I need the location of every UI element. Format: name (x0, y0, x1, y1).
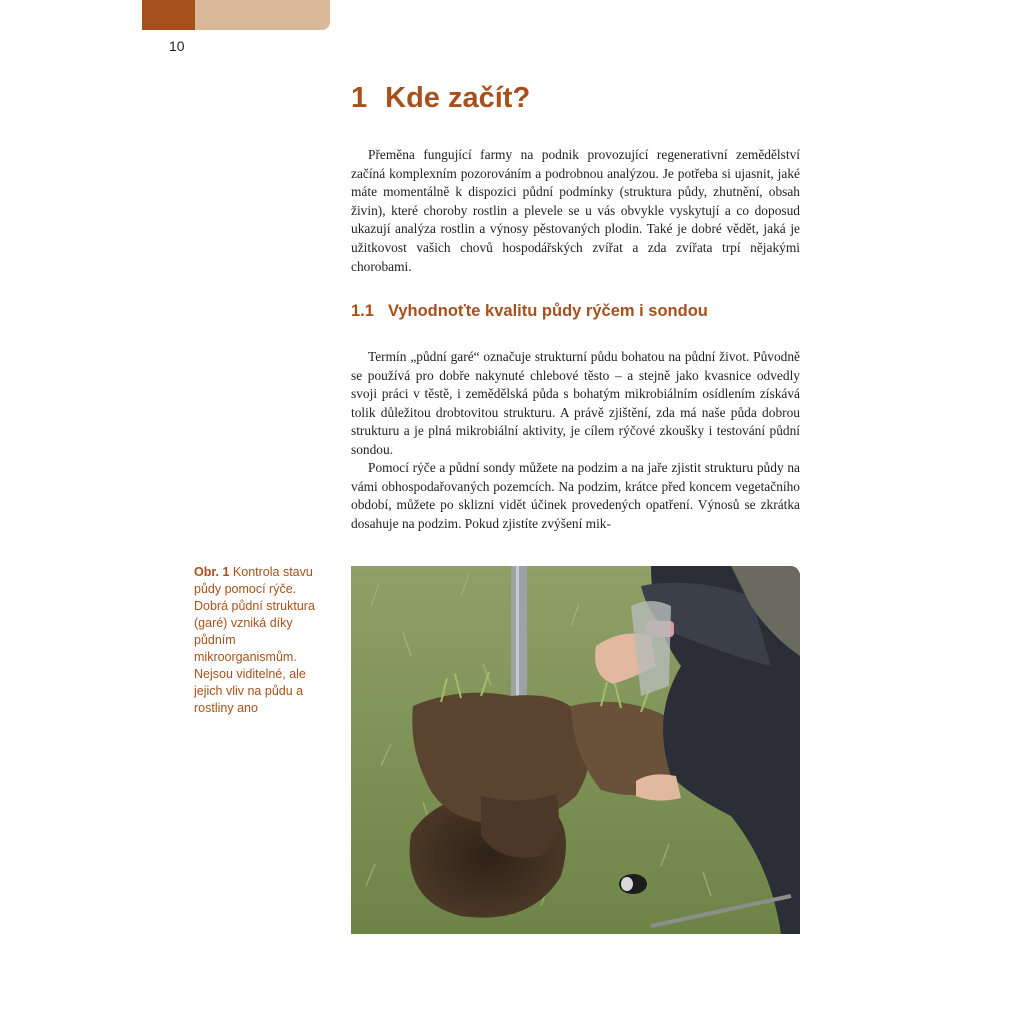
page-number: 10 (169, 38, 185, 54)
section-title (351, 302, 708, 321)
figure-caption-text: Kontrola stavu půdy pomocí rýče. Dobrá půdní struktura (garé) vzniká díky půdním mikroorganismům. Nejsou viditelné, ale jejich vliv na půdu a rostliny ano (194, 565, 315, 715)
chapter-title (351, 82, 530, 115)
section-number: 1.1 (351, 302, 374, 320)
soil-spade-photo (351, 566, 800, 934)
chapter-number: 1 (351, 82, 368, 114)
figure-label: Obr. 1 (194, 565, 230, 579)
section-title-text: Vyhodnoťte kvalitu půdy rýčem i sondou (387, 302, 708, 320)
figure-caption (194, 564, 329, 717)
header-tab-light (195, 0, 330, 30)
header-tab-dark (142, 0, 195, 30)
figure-photo (351, 566, 800, 934)
section-paragraph-2: Pomocí rýče a půdní sondy můžete na podzim a na jaře zjistit strukturu půdy na vámi obhospodařovaných pozemcích. Na podzim, krátce před koncem vegetačního období, můžete po sklizni vidět účinek provedených opatření. Výnosů se zkrátka dosahuje na podzim. Pokud zjistíte zvýšení mik- (351, 460, 800, 531)
chapter-title-text: Kde začít? (385, 82, 531, 114)
section-paragraph-1: Termín „půdní garé“ označuje strukturní půdu bohatou na půdní život. Původně se používá pro dobře nakynuté chlebové těsto – a stejně jako kvasnice odvedly svoji práci v těstě, i zemědělská půda s bohatým mikrobiálním osídlením získává tolik důležitou drobtovitou strukturu. A právě zjištění, zda má naše půda dobrou strukturu a je plná mikrobiální aktivity, je cílem rýčové zkoušky i testování půdní sondou. (351, 349, 800, 457)
intro-paragraph: Přeměna fungující farmy na podnik provozující regenerativní zemědělství začíná komplexním pozorováním a podrobnou analýzou. Je potřeba si ujasnit, jaké máte momentálně k dispozici půdní podmínky (struktura půdy, zhutnění, obsah živin), které choroby rostlin a plevele se u vás obvykle vyskytují a co doposud ukazují analýza rostlin a výnosy pěstovaných plodin. Také je dobré vědět, jaká je užitkovost vašich chovů hospodářských zvířat a zda zvířata trpí nějakými chorobami. (351, 147, 800, 274)
